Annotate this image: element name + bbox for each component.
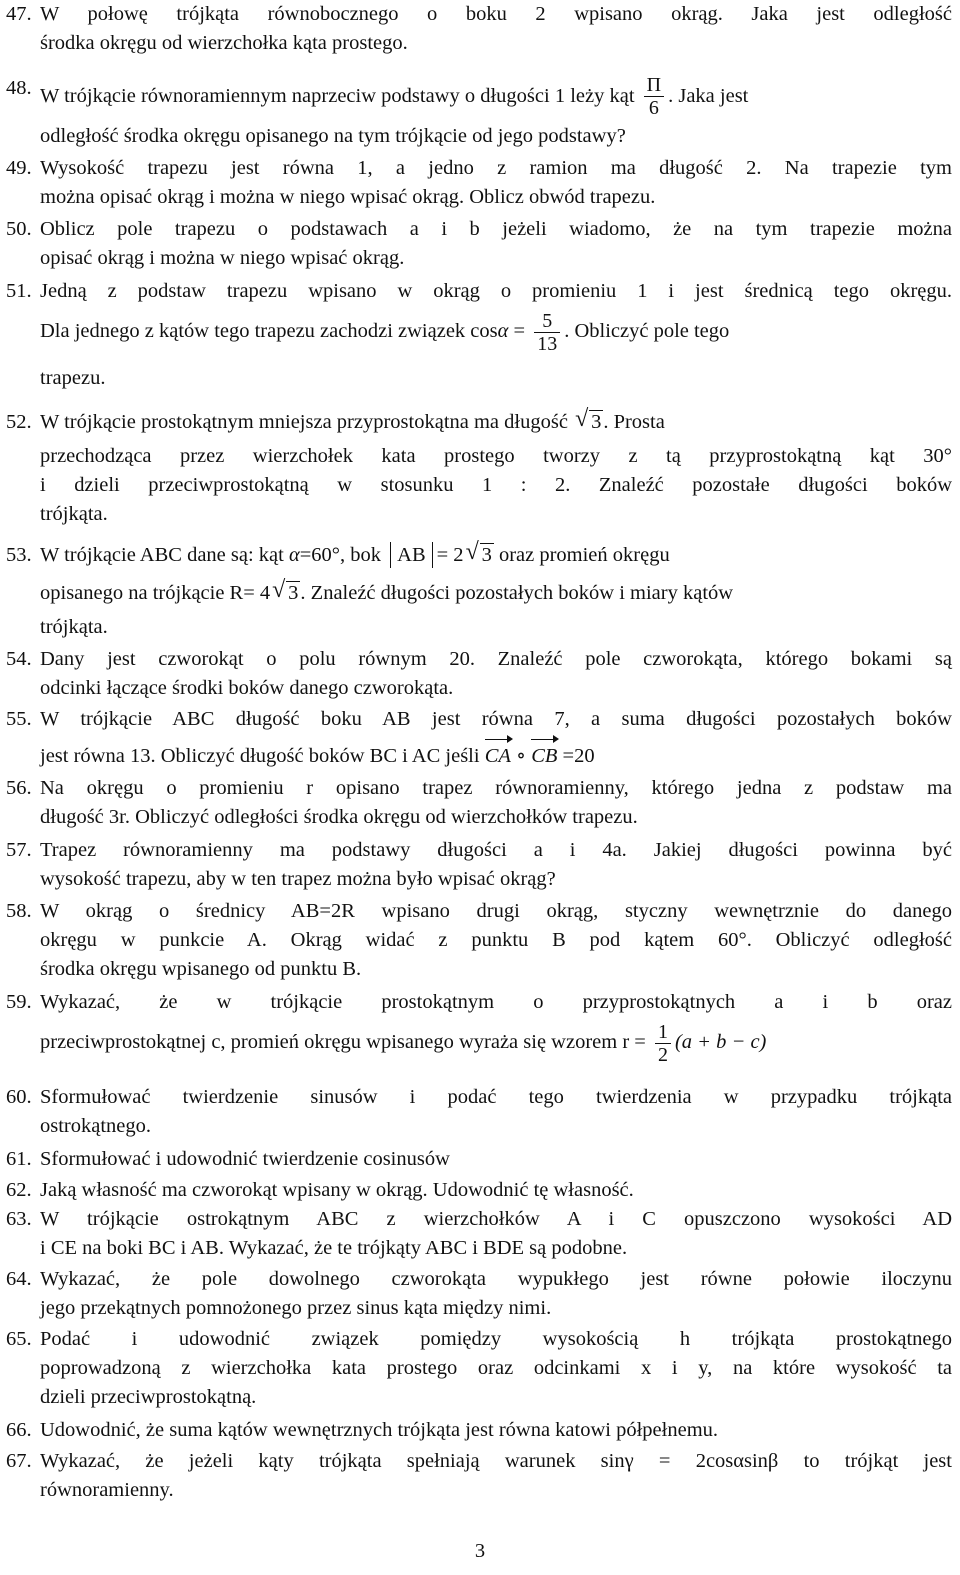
problem-text: środka okręgu od wierzchołka kąta prostego. xyxy=(40,32,408,54)
problem-text: . Znaleźć długości pozostałych boków i miary kątów xyxy=(300,582,734,604)
page-number: 3 xyxy=(474,1540,486,1562)
problem-text: trójkąta. xyxy=(40,503,108,525)
problem-text: =60°, bok xyxy=(299,544,382,566)
problem-text: przeciwprostokątnej c, promień okręgu wpisanego wyraża się wzorem r = xyxy=(40,1031,646,1054)
problem-number: 60. xyxy=(6,1086,32,1108)
square-root: √ 3 xyxy=(575,406,602,433)
problem-text: Trapez równoramienny ma podstawy długości a i 4a. Jakiej długości powinna być xyxy=(40,839,952,861)
problem-text: jego przekątnych pomnożonego przez sinus kąta między nimi. xyxy=(40,1297,552,1319)
problem-text: Wykazać, że w trójkącie prostokątnym o przyprostokątnych a i b oraz xyxy=(40,991,952,1013)
problem-text: Jaką własność ma czworokąt wpisany w okrąg. Udowodnić tę własność. xyxy=(40,1179,634,1201)
problem-number: 58. xyxy=(6,900,32,922)
formula-expression: (a + b − c) xyxy=(674,1031,767,1054)
fraction-5-over-13: $\frac{5}{13}$ xyxy=(534,310,560,355)
problem-text: . Prosta xyxy=(603,411,665,433)
equals-sign: = xyxy=(513,320,526,343)
problem-number: 65. xyxy=(6,1328,32,1350)
problem-text: Na okręgu o promieniu r opisano trapez równoramienny, którego jedna z podstaw ma xyxy=(40,777,952,799)
problem-text: jest równa 13. Obliczyć długość boków BC i AC jeśli xyxy=(40,745,480,767)
problem-text: Wykazać, że jeżeli kąty trójkąta spełniają warunek sinγ = 2cosαsinβ to trójkąt jest xyxy=(40,1450,952,1472)
problem-text: Dany jest czworokąt o polu równym 20. Znaleźć pole czworokąta, którego bokami są xyxy=(40,648,952,670)
problem-text: ostrokątnego. xyxy=(40,1115,152,1137)
problem-text: W trójkącie równoramiennym naprzeciw podstawy o długości 1 leży kąt xyxy=(40,85,635,107)
problem-number: 57. xyxy=(6,839,32,861)
problem-text: trójkąta. xyxy=(40,616,108,638)
problem-text: Sformułować i udowodnić twierdzenie cosinusów xyxy=(40,1148,450,1170)
problem-number: 61. xyxy=(6,1148,32,1170)
problem-text: Podać i udowodnić związek pomiędzy wysokością h trójkąta prostokątnego xyxy=(40,1328,952,1350)
problem-text: Jedną z podstaw trapezu wpisano w okrąg o promieniu 1 i jest średnicą tego okręgu. xyxy=(40,280,952,302)
problem-number: 47. xyxy=(6,3,32,25)
problem-text: Dla jednego z kątów tego trapezu zachodzi związek cos xyxy=(40,320,498,343)
problem-text: odległość środka okręgu opisanego na tym trójkącie od jego podstawy? xyxy=(40,125,626,147)
problem-text: . Jaka jest xyxy=(668,85,749,107)
problem-text: długość 3r. Obliczyć odległości środka okręgu od wierzchołków trapezu. xyxy=(40,806,638,828)
square-root: √ 3 xyxy=(272,577,299,604)
problem-text: przechodząca przez wierzchołek kata prostego tworzy z tą przyprostokątną kąt 30° xyxy=(40,445,952,467)
problem-text: Oblicz pole trapezu o podstawach a i b jeżeli wiadomo, że na tym trapezie można xyxy=(40,218,952,240)
problem-text: W trójkącie ABC długość boku AB jest równa 7, a suma długości pozostałych boków xyxy=(40,708,952,730)
problem-number: 53. xyxy=(6,544,32,566)
absolute-value-ab: AB xyxy=(390,542,432,568)
problem-text: W połowę trójkąta równobocznego o boku 2 wpisano okrąg. Jaka jest odległość xyxy=(40,3,952,25)
problem-number: 66. xyxy=(6,1419,32,1441)
problem-number: 50. xyxy=(6,218,32,240)
problem-text: W trójkącie prostokątnym mniejsza przyprostokątna ma długość xyxy=(40,411,568,433)
problem-number: 56. xyxy=(6,777,32,799)
problem-number: 52. xyxy=(6,411,32,433)
problem-text: W trójkącie ostrokątnym ABC z wierzchołków A i C opuszczono wysokości AD xyxy=(40,1208,952,1230)
problem-text: Sformułować twierdzenie sinusów i podać tego twierdzenia w przypadku trójkąta xyxy=(40,1086,952,1108)
problem-text: można opisać okrąg i można w niego wpisać okrąg. Oblicz obwód trapezu. xyxy=(40,186,656,208)
problem-text: dzieli przeciwprostokątną. xyxy=(40,1386,257,1408)
problem-number: 67. xyxy=(6,1450,32,1472)
dot-product-symbol: ∘ xyxy=(516,745,527,767)
problem-text: opisać okrąg i można w niego wpisać okrąg. xyxy=(40,247,405,269)
problem-number: 54. xyxy=(6,648,32,670)
alpha-symbol: α xyxy=(497,320,509,343)
problem-text: opisanego na trójkącie R= 4 xyxy=(40,582,271,604)
vector-ca: CA xyxy=(485,742,511,771)
problem-text: odcinki łączące środki boków danego czworokąta. xyxy=(40,677,454,699)
problem-number: 49. xyxy=(6,157,32,179)
problem-text: oraz promień okręgu xyxy=(498,544,670,566)
problem-text: =20 xyxy=(562,745,595,767)
problem-text: Wysokość trapezu jest równa 1, a jedno z ramion ma długość 2. Na trapezie tym xyxy=(40,157,952,179)
problem-text: wysokość trapezu, aby w ten trapez można było wpisać okrąg? xyxy=(40,868,556,890)
problem-number: 48. xyxy=(6,77,32,99)
problem-text: = 2 xyxy=(436,544,464,566)
problem-text: środka okręgu wpisanego od punktu B. xyxy=(40,958,362,980)
vector-cb: CB xyxy=(531,742,557,771)
problem-text: i CE na boki BC i AB. Wykazać, że te trójkąty ABC i BDE są podobne. xyxy=(40,1237,628,1259)
problem-number: 63. xyxy=(6,1208,32,1230)
problem-text: . Obliczyć pole tego xyxy=(564,320,730,343)
problem-text: trapezu. xyxy=(40,367,106,389)
problem-text: W trójkącie ABC dane są: kąt xyxy=(40,544,284,566)
problem-text: poprowadzoną z wierzchołka kata prostego oraz odcinkami x i y, na które wysokość ta xyxy=(40,1357,952,1379)
fraction-1-over-2: $\frac{1}{2}$ xyxy=(655,1021,671,1066)
problem-number: 59. xyxy=(6,991,32,1013)
problem-text: okręgu w punkcie A. Okrąg widać z punktu B pod kątem 60°. Obliczyć odległość xyxy=(40,929,952,951)
problem-text: Udowodnić, że suma kątów wewnętrznych trójkąta jest równa katowi półpełnemu. xyxy=(40,1419,719,1441)
problem-number: 51. xyxy=(6,280,32,302)
square-root: √ 3 xyxy=(465,539,492,566)
problem-number: 55. xyxy=(6,708,32,730)
problem-text: równoramienny. xyxy=(40,1479,174,1501)
problem-text: Wykazać, że pole dowolnego czworokąta wypukłego jest równe połowie iloczynu xyxy=(40,1268,952,1290)
problem-number: 62. xyxy=(6,1179,32,1201)
problem-number: 64. xyxy=(6,1268,32,1290)
fraction-pi-over-6: $\frac{\Pi}{6}$ xyxy=(644,74,664,119)
problem-text: i dzieli przeciwprostokątną w stosunku 1 : 2. Znaleźć pozostałe długości boków xyxy=(40,474,952,496)
alpha-symbol: α xyxy=(288,544,300,566)
problem-text: W okrąg o średnicy AB=2R wpisano drugi okrąg, styczny wewnętrznie do danego xyxy=(40,900,952,922)
